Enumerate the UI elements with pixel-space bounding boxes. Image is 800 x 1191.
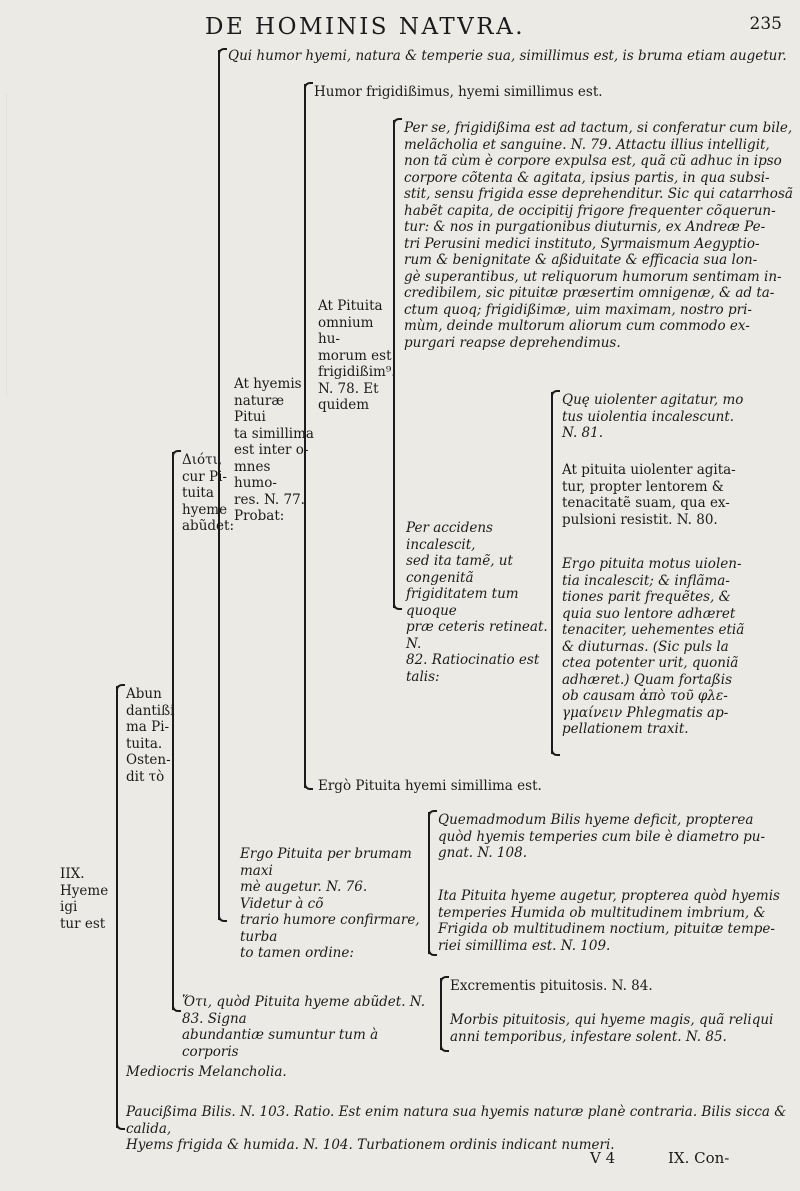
entry-excrementis: Excrementis pituitosis. N. 84. [450, 978, 653, 994]
entry-hoti-abundet: Ὅτι, quòd Pituita hyeme abũdet. N. 83. Signa abundantiæ sumuntur tum à corporis [182, 994, 426, 1060]
entry-ita-pituita: Ita Pituita hyeme augetur, propterea quòd hyemis temperies Humida ob multitudinem imbrium, & Frigida ob multitudinem noctium, pituitæ tempe- riei simillima est. N. 109. [438, 888, 780, 954]
entry-ergo-pituita-simillima: Ergò Pituita hyemi simillima est. [318, 778, 542, 794]
entry-humor-frigidissimus: Humor frigidißimus, hyemi simillimus est. [314, 84, 603, 100]
entry-per-se: Per se, frigidißima est ad tactum, si conferatur cum bile, melãcholia et sanguine. N. 79. Attactu illius intelligit, non tã cùm è corpore expulsa est, quã cũ adhuc in ipso corpore cõtenta & agitata, ipsius partis, in qua subsi- stit, sensu frigida esse deprehenditur. Sic qui catarrhosã habẽt capita, de occipitij frigore frequenter cõquerun- tur: & nos in purgationibus diuturnis, ex Andreæ Pe- tri Perusini medici instituto, Syrmaismum Aegyptio- rum & benignitate & aßiduitate & efficacia sua lon- gè superantibus, ut reliquorum humorum sentimam in- credibilem, sic pituitæ præsertim omnigenæ, & ad ta- ctum quoq; frigidißimæ, uim maximam, nostro pri- mùm, deinde multorum aliorum cum commodo ex- purgari reapse deprehendimus. [404, 120, 793, 351]
running-header-title: DE HOMINIS NATVRA. [205, 14, 526, 40]
entry-iix-hyeme: IIX. Hyeme igi tur est [60, 866, 109, 932]
brace-level-7 [428, 812, 430, 954]
entry-que-uiolenter: Quę uiolenter agitatur, mo tus uiolentia incalescunt. N. 81. [562, 392, 744, 441]
entry-per-accidens: Per accidens incalescit, sed ita tamẽ, ut congenitã frigiditatem tum quoque præ ceteris retineat. N. 82. Ratiocinatio est talis: [406, 520, 548, 685]
show-through-left [6, 95, 67, 395]
entry-at-pituita: At Pituita omnium hu- morum est frigidißim⁹. N. 78. Et quidem [318, 298, 396, 413]
entry-abundantissima: Abun dantißi ma Pi- tuita. Osten- dit τὸ [126, 686, 175, 785]
entry-dioti: Διότι, cur Pi- tuita hyeme abũdet: [182, 452, 234, 534]
entry-ergo-per-brumam: Ergo Pituita per brumam maxi mè augetur. N. 76. Videtur à cõ trario humore confirmare, turba to tamen ordine: [240, 846, 420, 961]
entry-mediocris-melancholia: Mediocris Melancholia. [126, 1064, 287, 1080]
brace-level-8 [440, 978, 442, 1050]
entry-morbis: Morbis pituitosis, qui hyeme magis, quã reliqui anni temporibus, infestare solent. N. 85. [450, 1012, 774, 1045]
catchword: IX. Con- [668, 1149, 730, 1167]
signature-mark: V 4 [590, 1149, 616, 1167]
page-number: 235 [749, 14, 782, 34]
entry-at-pituita-uiolenter: At pituita uiolenter agita- tur, propter lentorem & tenacitatẽ suam, qua ex- pulsioni resistit. N. 80. [562, 462, 736, 528]
entry-quemadmodum: Quemadmodum Bilis hyeme deficit, propterea quòd hyemis temperies cum bile è diametro pu- gnat. N. 108. [438, 812, 766, 861]
entry-at-hyemis: At hyemis naturæ Pitui ta simillima est inter o- mnes humo- res. N. 77. Probat: [234, 376, 314, 524]
entry-paucissima-bilis: Paucißima Bilis. N. 103. Ratio. Est enim natura sua hyemis naturæ planè contraria. Bilis sicca & calida, Hyems frigida & humida. N. 104. Turbationem ordinis indicant numeri. [126, 1104, 787, 1153]
entry-qui-humor: Qui humor hyemi, natura & temperie sua, simillimus est, is bruma etiam augetur. [228, 48, 787, 64]
entry-ergo-pituita-motus: Ergo pituita motus uiolen- tia incalescit; & inflãma- tiones parit frequẽtes, & quia suo lentore adhæret tenaciter, uehementes etiã & diuturnas. (Sic puls la ctea potenter urit, quoniã adhæret.) Quam fortaßis ob causam ἀπὸ τοῦ φλε- γμαίνειν Phlegmatis ap- pellationem traxit. [562, 556, 745, 737]
